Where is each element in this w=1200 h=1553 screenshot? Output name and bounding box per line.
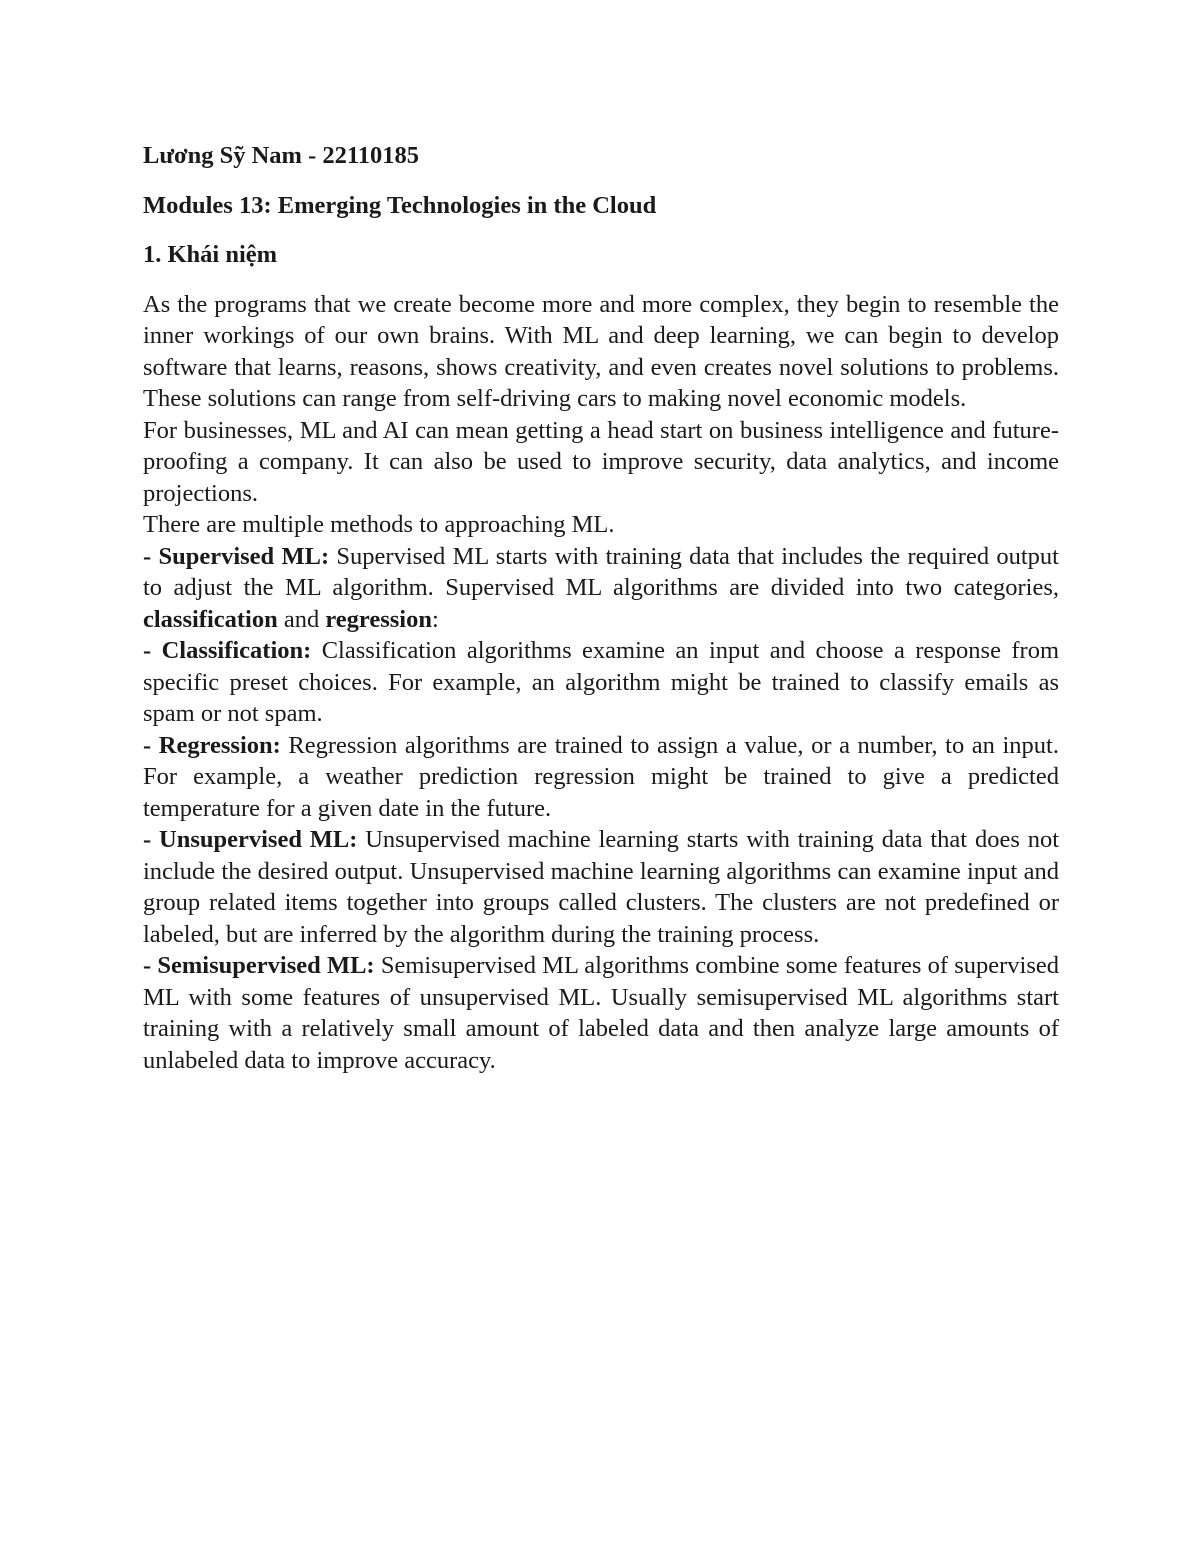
regression-label: - Regression:: [143, 731, 281, 759]
classification-term: classification: [143, 605, 278, 633]
document-body: [143, 140, 1059, 1076]
classification-label: - Classification:: [143, 637, 312, 664]
regression-term: regression: [325, 605, 432, 633]
supervised-paragraph: [143, 541, 1059, 636]
unsupervised-paragraph: [143, 824, 1059, 950]
business-paragraph: For businesses, ML and AI can mean getting a head start on business intelligence and future-proofing a company. It can also be used to improve security, data analytics, and income projections.: [143, 416, 1059, 507]
section-title: 1. Khái niệm: [143, 241, 278, 268]
semisupervised-paragraph: [143, 950, 1059, 1076]
classification-text: Classification algorithms examine an input and choose a response from specific preset choices. For example, an algorithm might be trained to classify emails as spam or not spam.: [143, 637, 1060, 727]
supervised-label: - Supervised ML:: [143, 542, 330, 570]
intro-paragraph: As the programs that we create become more and more complex, they begin to resemble the inner workings of our own brains. With ML and deep learning, we can begin to develop software that learns, reasons, shows creativity, and even creates novel solutions to problems. These solutions can range from self-driving cars to making novel economic models.: [143, 290, 1059, 412]
regression-paragraph: [143, 730, 1059, 825]
supervised-end: :: [432, 605, 439, 633]
semisupervised-label: - Semisupervised ML:: [143, 952, 375, 979]
and-connector: and: [277, 605, 326, 633]
regression-text: Regression algorithms are trained to assign a value, or a number, to an input. For example, a weather prediction regression might be trained to give a predicted temperature for a given date in the future.: [143, 731, 1059, 822]
methods-intro: There are multiple methods to approaching ML.: [143, 511, 615, 538]
module-title: Modules 13: Emerging Technologies in the Cloud: [143, 191, 657, 219]
supervised-text: Supervised ML starts with training data that includes the required output to adjust the ML algorithm. Supervised ML algorithms are divided into two categories,: [143, 542, 1059, 601]
classification-paragraph: [143, 635, 1059, 730]
unsupervised-text: Unsupervised machine learning starts with training data that does not include the desired output. Unsupervised machine learning algorithms can examine input and group related items together into groups called clusters. The clusters are not predefined or labeled, but are inferred by the algorithm during the training process.: [143, 826, 1059, 948]
author-line: Lương Sỹ Nam - 22110185: [143, 142, 420, 169]
unsupervised-label: - Unsupervised ML:: [143, 826, 358, 853]
semisupervised-text: Semisupervised ML algorithms combine some features of supervised ML with some features of unsupervised ML. Usually semisupervised ML algorithms start training with a relatively small amount of labeled data and then analyze large amounts of unlabeled data to improve accuracy.: [143, 952, 1060, 1074]
